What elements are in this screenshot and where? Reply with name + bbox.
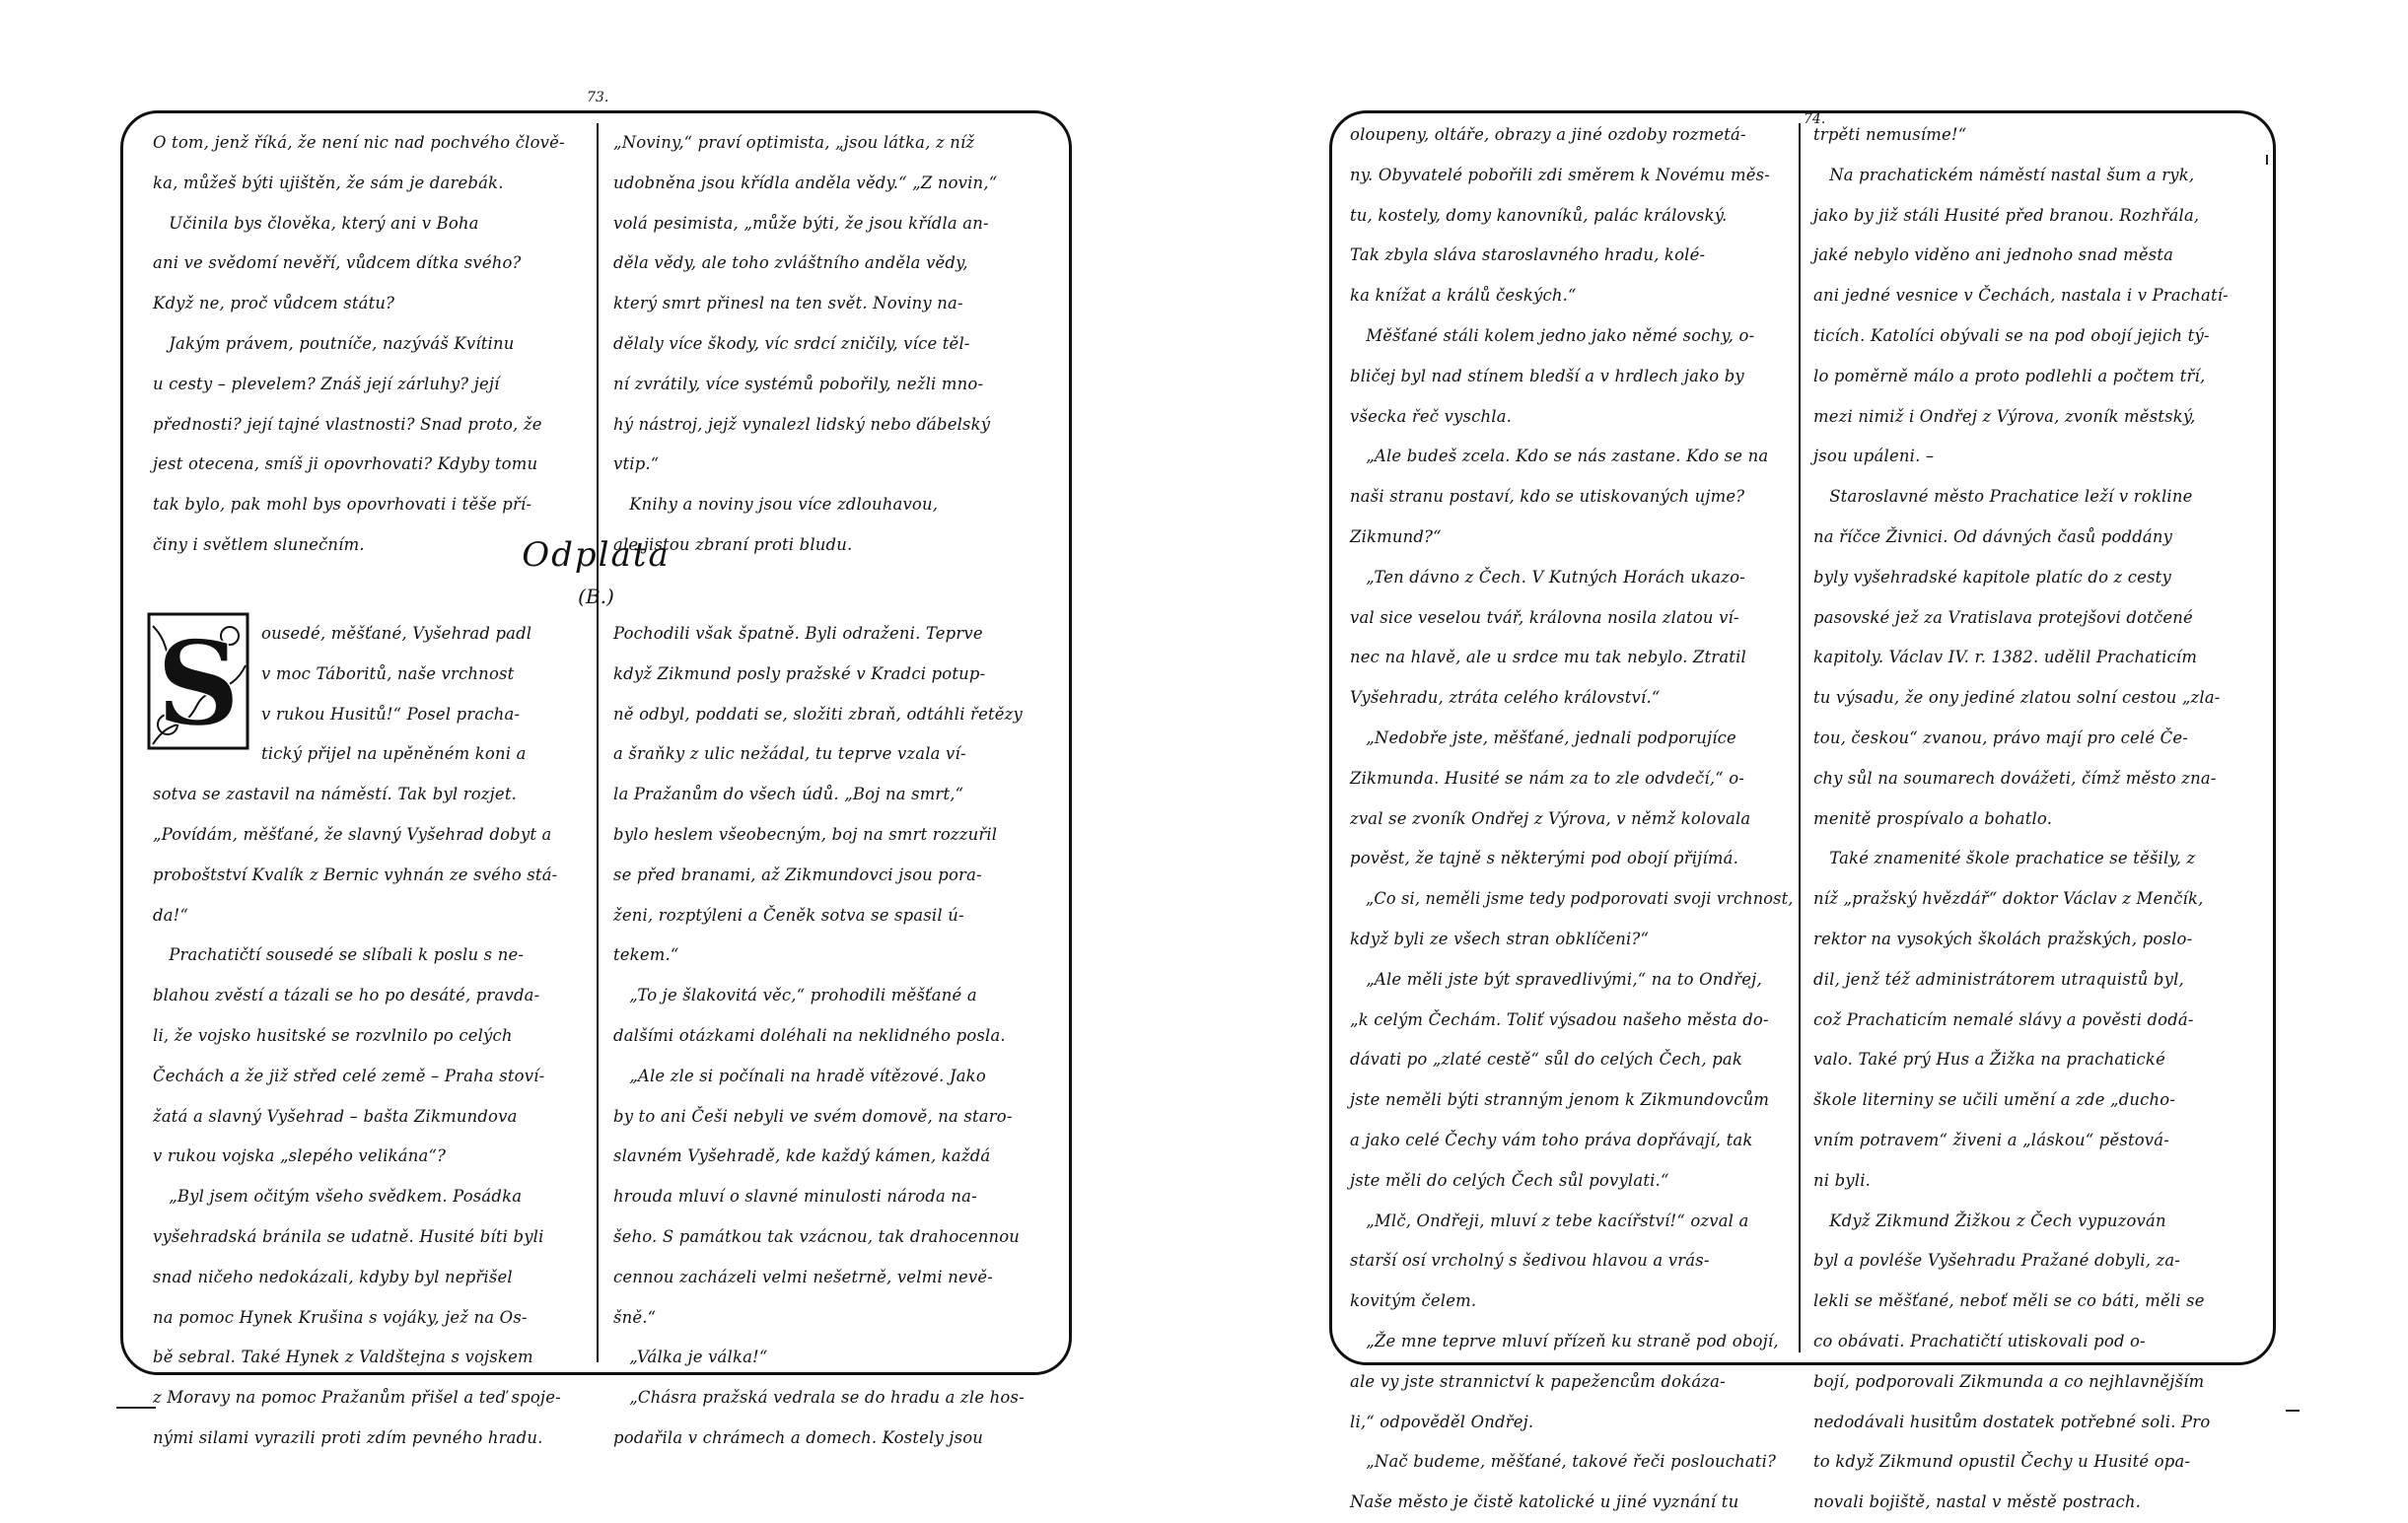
page-number: 73. (587, 90, 609, 105)
text-line: novali bojiště, nastal v městě postrach. (1813, 1492, 2142, 1512)
text-line: ale jistou zbraní proti bludu. (613, 534, 853, 554)
text-line: oloupeny, oltáře, obrazy a jiné ozdoby rozmetá- (1350, 125, 1746, 144)
right-manuscript-page (1329, 110, 2276, 1512)
text-line: Zikmunda. Husité se nám za to zle odvdečí,“ o- (1350, 768, 1745, 788)
text-column-left (1350, 115, 1794, 1512)
text-line: vyšehradská bránila se udatně. Husité bíti byli (153, 1226, 544, 1246)
text-line: Vyšehradu, ztráta celého království.“ (1350, 688, 1661, 708)
text-line: Knihy a noviny jsou více zdlouhavou, (613, 495, 939, 515)
text-line: trpěti nemusíme!“ (1813, 125, 1967, 144)
text-line: ně odbyl, poddati se, složiti zbraň, odtáhli řetězy (613, 704, 1023, 724)
text-line: činy i světlem slunečním. (153, 534, 365, 554)
text-line: lo poměrně málo a proto podlehli a počtem tří, (1813, 366, 2206, 385)
text-line: Tak zbyla sláva staroslavného hradu, kolé- (1350, 245, 1706, 265)
text-column-top-left (153, 123, 587, 567)
text-line: ousedé, měšťané, Vyšehrad padl (261, 624, 532, 643)
text-line: val sice veselou tvář, královna nosila zlatou ví- (1350, 607, 1739, 627)
text-line: v rukou Husitů!“ Posel pracha- (261, 704, 521, 724)
text-line: nec na hlavě, ale u srdce mu tak nebylo. Ztratil (1350, 648, 1746, 667)
left-manuscript-page (120, 90, 1072, 1447)
text-line: šeho. S památkou tak vzácnou, tak drahocennou (613, 1226, 1021, 1246)
text-line: „Ten dávno z Čech. V Kutných Horách ukazo- (1350, 567, 1745, 587)
text-line: tak bylo, pak mohl bys opovrhovati i těše pří- (153, 495, 532, 515)
text-line: Učinila bys člověka, který ani v Boha (153, 213, 479, 233)
text-line: kapitoly. Václav IV. r. 1382. udělil Prachaticím (1813, 648, 2198, 667)
scan-mark (2266, 155, 2268, 165)
text-line: ani jedné vesnice v Čechách, nastala i v Prachatí- (1813, 286, 2229, 306)
text-line: hrouda mluví o slavné minulosti národa na- (613, 1187, 977, 1207)
text-line: ka, můžeš býti ujištěn, že sám je darebák. (153, 173, 504, 192)
text-column-right (1813, 115, 2269, 1512)
text-line: Zikmund?“ (1350, 526, 1442, 546)
text-line: naši stranu postaví, kdo se utiskovaných ujme? (1350, 487, 1745, 507)
text-line: jste neměli býti stranným jenom k Zikmundovcům (1350, 1090, 1770, 1110)
text-line: děla vědy, ale toho zvláštního anděla vědy, (613, 253, 968, 273)
text-line: Na prachatickém náměstí nastal šum a ryk, (1813, 165, 2195, 184)
text-line: dávati po „zlaté cestě“ sůl do celých Čech, pak (1350, 1050, 1743, 1070)
text-line: pověst, že tajně s některými pod obojí přijímá. (1350, 849, 1739, 868)
text-line: jsou upáleni. – (1813, 447, 1935, 466)
text-line: žatá a slavný Vyšehrad – bašta Zikmundova (153, 1106, 518, 1126)
text-line: na říčce Živnici. Od dávných časů poddány (1813, 526, 2173, 546)
scan-mark (116, 1407, 156, 1409)
text-line: když Zikmund posly pražské v Kradci potup- (613, 663, 986, 683)
text-line: rektor na vysokých školách pražských, poslo- (1813, 929, 2193, 948)
text-line: bě sebral. Také Hynek z Valdštejna s vojskem (153, 1348, 533, 1367)
text-line: Pochodili však špatně. Byli odraženi. Teprve (613, 624, 983, 643)
text-line: „Válka je válka!“ (613, 1348, 768, 1367)
text-line: da!“ (153, 905, 189, 925)
text-line: na pomoc Hynek Krušina s vojáky, jež na Os- (153, 1307, 528, 1327)
text-line: a šraňky z ulic nežádal, tu teprve vzala ví- (613, 744, 966, 764)
text-line: dil, jenž též administrátorem utraquistů byl, (1813, 969, 2184, 989)
text-line: ka knížat a králů českých.“ (1350, 286, 1577, 306)
column-divider (597, 123, 599, 1362)
text-line: slavném Vyšehradě, kde každý kámen, každá (613, 1146, 991, 1166)
text-line: nedodávali husitům dostatek potřebné soli. Pro (1813, 1412, 2211, 1431)
text-line: když byli ze všech stran obklíčeni?“ (1350, 929, 1650, 948)
text-line: blahou zvěstí a tázali se ho po desáté, pravda- (153, 986, 540, 1005)
page-number: 74. (1804, 111, 1826, 127)
text-line: li, že vojsko husitské se rozvlnilo po celých (153, 1025, 513, 1045)
text-line: a jako celé Čechy vám toho práva dopřávají, tak (1350, 1130, 1753, 1149)
text-line: bličej byl nad stínem bledší a v hrdlech jako by (1350, 366, 1744, 385)
text-column-bottom-left (153, 614, 587, 1447)
text-line: dělaly více škody, víc srdcí zničily, více těl- (613, 333, 970, 353)
text-line: vtip.“ (613, 454, 660, 474)
text-line: tický přijel na upěněném koni a (261, 744, 527, 764)
text-line: hý nástroj, jejž vynalezl lidský nebo ďábelský (613, 414, 991, 434)
text-line: ženi, rozptýleni a Čeněk sotva se spasil ú- (613, 905, 964, 925)
text-line: volá pesimista, „může býti, že jsou křídla an- (613, 213, 989, 233)
text-line: přednosti? její tajné vlastnosti? Snad proto, že (153, 414, 542, 434)
text-line: jste měli do celých Čech sůl povylati.“ (1350, 1170, 1669, 1190)
text-line: proboštství Kvalík z Bernic vyhnán ze svého stá- (153, 865, 558, 884)
text-line: „Povídám, měšťané, že slavný Vyšehrad dobyt a (153, 824, 552, 844)
text-line: ticích. Katolíci obývali se na pod obojí jejich tý- (1813, 325, 2210, 345)
text-line: to když Zikmund opustil Čechy u Husité opa- (1813, 1452, 2191, 1472)
column-divider (1799, 123, 1801, 1352)
text-column-top-right (613, 123, 1062, 567)
text-line: „Co si, neměli jsme tedy podporovati svoji vrchnost, (1350, 889, 1794, 909)
text-line: šně.“ (613, 1307, 657, 1327)
text-line: všecka řeč vyschla. (1350, 406, 1513, 426)
text-line: „Nač budeme, měšťané, takové řeči poslouchati? (1350, 1452, 1777, 1472)
text-line: „k celým Čechám. Toliť výsadou našeho města do- (1350, 1009, 1769, 1029)
text-line: se před branami, až Zikmundovci jsou pora- (613, 865, 982, 884)
text-line: „Nedobře jste, měšťané, jednali podporujíce (1350, 727, 1736, 747)
text-line: ani ve svědomí nevěří, vůdcem dítka svého? (153, 253, 522, 273)
text-line: li,“ odpověděl Ondřej. (1350, 1412, 1534, 1431)
text-line: „Ale zle si počínali na hradě vítězové. Jako (613, 1066, 986, 1085)
text-line: bylo heslem všeobecným, boj na smrt rozzuřil (613, 824, 998, 844)
text-line: co obávati. Prachatičtí utiskovali pod o- (1813, 1331, 2146, 1350)
text-line: Když ne, proč vůdcem státu? (153, 294, 395, 313)
text-line: „Že mne teprve mluví přízeň ku straně pod obojí, (1350, 1331, 1779, 1350)
text-line: kovitým čelem. (1350, 1291, 1477, 1311)
text-line: O tom, jenž říká, že není nic nad pochvého člově- (153, 133, 565, 152)
text-line: pasovské jež za Vratislava protejšovi dotčené (1813, 607, 2193, 627)
text-line: „Noviny,“ praví optimista, „jsou látka, z níž (613, 133, 975, 152)
text-line: „Mlč, Ondřeji, mluví z tebe kacířství!“ ozval a (1350, 1211, 1749, 1230)
text-line: který smrt přinesl na ten svět. Noviny na- (613, 294, 963, 313)
text-line: nými silami vyrazili proti zdím pevného hradu. (153, 1427, 543, 1447)
text-line: bojí, podporovali Zikmunda a co nejhlavnějším (1813, 1371, 2205, 1391)
text-line: tou, českou“ zvanou, právo mají pro celé Če- (1813, 727, 2189, 747)
text-line: Staroslavné město Prachatice leží v rokline (1813, 487, 2193, 507)
text-line: ale vy jste strannictví k papežencům dokáza- (1350, 1371, 1726, 1391)
text-line: tekem.“ (613, 945, 679, 965)
text-line: „Byl jsem očitým všeho svědkem. Posádka (153, 1187, 523, 1207)
text-line: Jakým právem, poutníče, nazýváš Kvítinu (153, 333, 515, 353)
text-line: menitě prospívalo a bohatlo. (1813, 808, 2053, 828)
text-line: la Pražanům do všech údů. „Boj na smrt,“ (613, 785, 964, 804)
text-line: Také znamenité škole prachatice se těšily, z (1813, 849, 2196, 868)
text-line: Měšťané stáli kolem jedno jako němé sochy, o- (1350, 325, 1755, 345)
story-title: Odplata (522, 535, 671, 575)
text-line: u cesty – plevelem? Znáš její zárluhy? její (153, 374, 500, 393)
text-line: „Ale měli jste být spravedlivými,“ na to Ondřej, (1350, 969, 1762, 989)
text-line: starší osí vrcholný s šedivou hlavou a vrás- (1350, 1251, 1710, 1271)
text-line: tu výsadu, že ony jediné zlatou solní cestou „zla- (1813, 688, 2221, 708)
text-line: cennou zacházeli velmi nešetrně, velmi nevě- (613, 1267, 993, 1286)
text-line: jako by již stáli Husité před branou. Rozhřála, (1813, 205, 2200, 225)
text-line: ní zvrátily, více systémů pobořily, nežli mno- (613, 374, 984, 393)
text-line: podařila v chrámech a domech. Kostely jsou (613, 1427, 984, 1447)
text-line: valo. Také prý Hus a Žižka na prachatické (1813, 1050, 2165, 1070)
text-line: snad ničeho nedokázali, kdyby byl nepřišel (153, 1267, 513, 1286)
text-line: byl a povléše Vyšehradu Pražané dobyli, za- (1813, 1251, 2181, 1271)
text-line: Čechách a že již střed celé země – Praha stoví- (153, 1066, 545, 1085)
text-line: mezi nimiž i Ondřej z Výrova, zvoník městský, (1813, 406, 2196, 426)
text-line: zval se zvoník Ondřej z Výrova, v němž kolovala (1350, 808, 1751, 828)
text-line: byly vyšehradské kapitole platíc do z cesty (1813, 567, 2171, 587)
text-line: Prachatičtí sousedé se slíbali k poslu s ne- (153, 945, 525, 965)
text-line: sotva se zastavil na náměstí. Tak byl rozjet. (153, 785, 518, 804)
text-line: dalšími otázkami doléhali na neklidného posla. (613, 1025, 1006, 1045)
text-line: jaké nebylo viděno ani jednoho snad města (1813, 245, 2174, 265)
text-line: jest otecena, smíš ji opovrhovati? Kdyby tomu (153, 454, 538, 474)
scan-mark (2286, 1410, 2300, 1412)
text-line: ny. Obyvatelé pobořili zdi směrem k Novému měs- (1350, 165, 1770, 184)
text-line: chy sůl na soumarech dovážeti, čímž město zna- (1813, 768, 2217, 788)
text-line: v rukou vojska „slepého velikána“? (153, 1146, 447, 1166)
text-line: tu, kostely, domy kanovníků, palác královský. (1350, 205, 1728, 225)
text-line: by to ani Češi nebyli ve svém domově, na staro- (613, 1106, 1013, 1126)
text-line: vním potravem“ živeni a „láskou“ pěstová- (1813, 1130, 2169, 1149)
text-column-bottom-right (613, 614, 1062, 1447)
text-line: z Moravy na pomoc Pražanům přišel a teď spoje- (153, 1388, 561, 1408)
text-line: „Chásra pražská vedrala se do hradu a zle hos- (613, 1388, 1025, 1408)
text-line: což Prachaticím nemalé slávy a pověsti dodá- (1813, 1009, 2194, 1029)
drop-cap-letter: S (156, 615, 241, 752)
text-line: lekli se měšťané, neboť měli se co báti, měli se (1813, 1291, 2205, 1311)
text-line: udobněna jsou křídla anděla vědy.“ „Z novin,“ (613, 173, 998, 192)
story-author: (B.) (578, 585, 614, 608)
text-line: níž „pražský hvězdář“ doktor Václav z Menčík, (1813, 889, 2204, 909)
text-line: Když Zikmund Žižkou z Čech vypuzován (1813, 1211, 2166, 1230)
text-line: „Ale budeš zcela. Kdo se nás zastane. Kdo se na (1350, 447, 1769, 466)
text-line: ni byli. (1813, 1170, 1872, 1190)
text-line: „To je šlakovitá věc,“ prohodili měšťané a (613, 986, 977, 1005)
text-line: Naše město je čistě katolické u jiné vyznání tu (1350, 1492, 1739, 1512)
text-line: v moc Táboritů, naše vrchnost (261, 663, 515, 683)
text-line: škole literniny se učili umění a zde „ducho- (1813, 1090, 2176, 1110)
